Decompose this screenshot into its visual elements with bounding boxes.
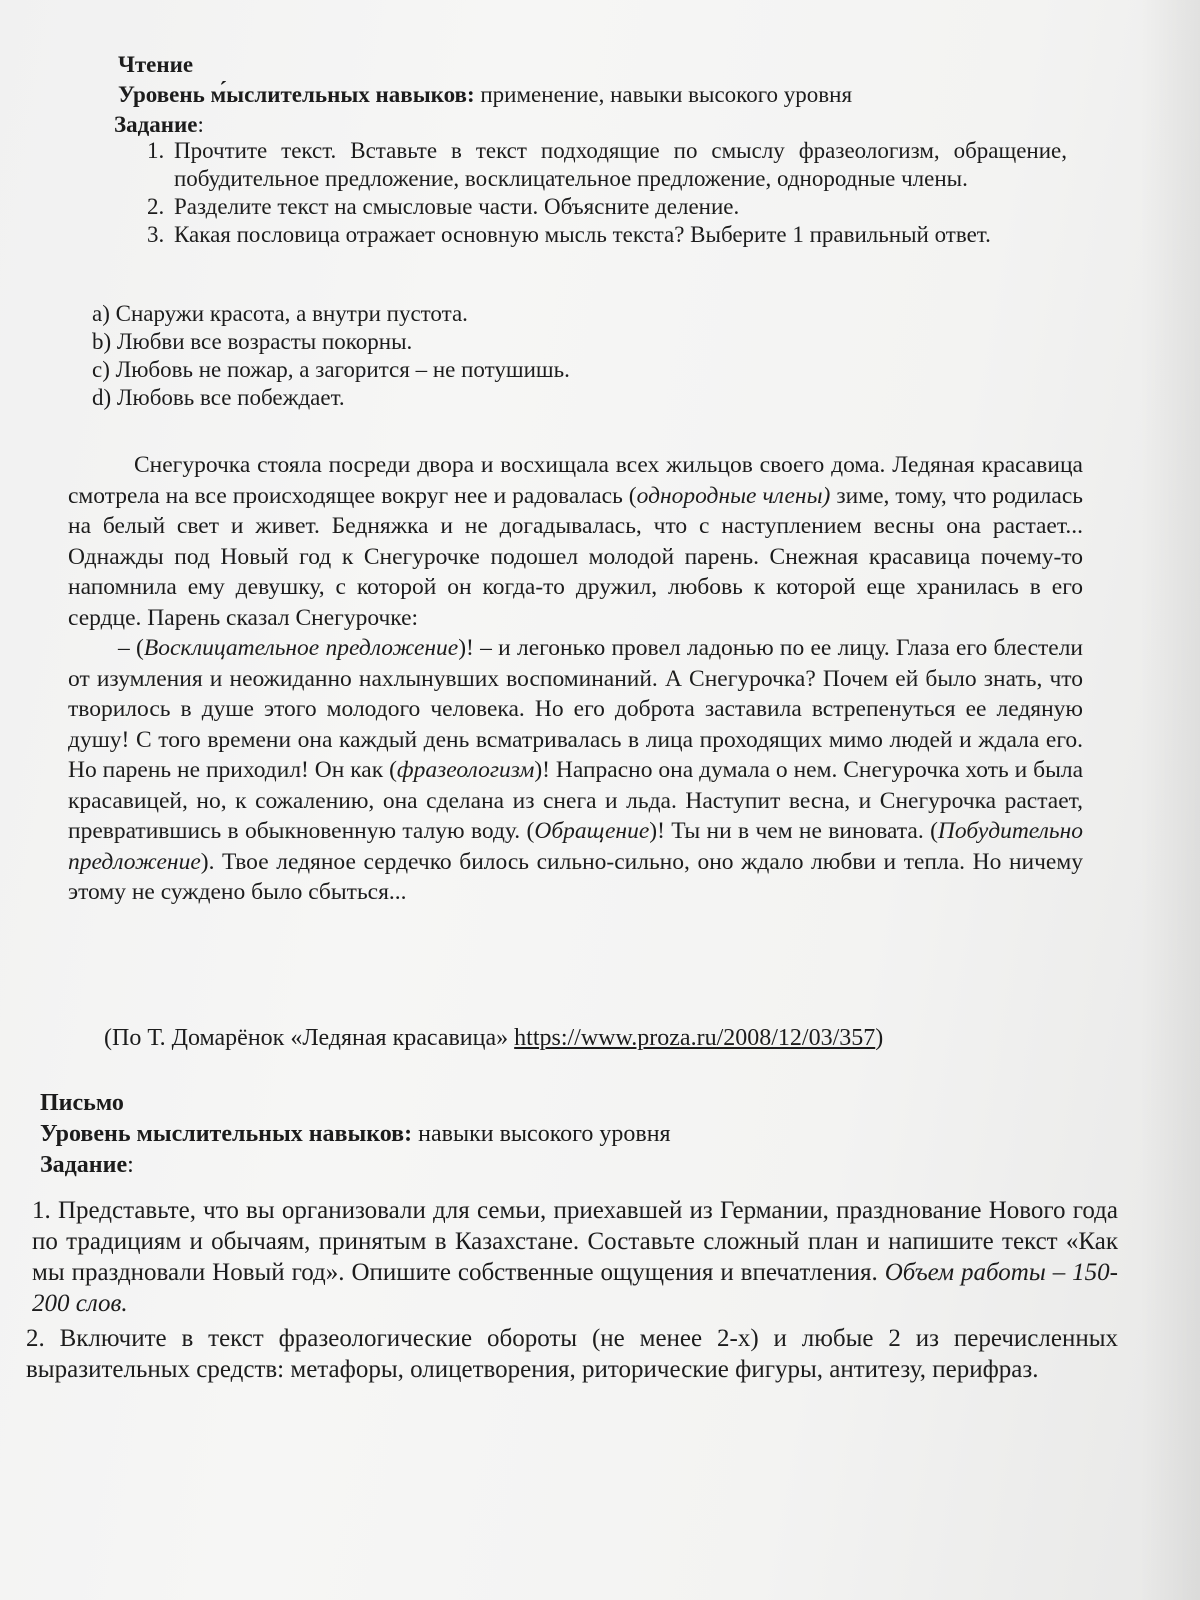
reading-task-2: 2. Разделите текст на смысловые части. Объясните деление. (170, 193, 1067, 221)
reading-title: Чтение (118, 52, 194, 77)
reading-task-3: 3. Какая пословица отражает основную мысль текста? Выберите 1 правильный ответ. (170, 221, 1067, 249)
page-shadow (1140, 0, 1200, 1600)
option-c: c) Любовь не пожар, а загорится – не потушишь. (92, 357, 570, 382)
story-p2-part-a: – ( (118, 635, 144, 661)
reading-task-1: 1. Прочтите текст. Вставьте в текст подходящие по смыслу фразеологизм, обращение, побудительное предложение, восклицательное предложение, однородные члены. (170, 137, 1067, 193)
story-paragraph-2 (68, 633, 1083, 908)
writing-level-label: Уровень мыслительных навыков: (40, 1121, 413, 1147)
reading-task-label-row (114, 110, 1078, 140)
writing-task-1-volume: Объем работы – 150-200 слов. (32, 1259, 1118, 1317)
story-p2-part-e: ). Твое ледяное сердечко билось сильно-сильно, оно ждало любви и тепла. Но ничему этому не суждено было сбыться... (68, 848, 1083, 905)
writing-header (40, 1088, 1040, 1181)
writing-title: Письмо (40, 1090, 124, 1116)
writing-task-label-row (40, 1150, 1040, 1181)
reading-level (118, 80, 1078, 110)
story-paragraph-1 (68, 450, 1083, 633)
reading-header (114, 50, 1078, 140)
story-p1-part-a: Снегурочка стояла посреди двора и восхищала всех жильцов своего дома. Ледяная красавица смотрела на все происходящее вокруг нее и радовалась ( (68, 452, 1083, 509)
writing-task-1-text: 1. Представьте, что вы организовали для семьи, приехавшей из Германии, празднование Нового года по традициям и обычаям, принятым в Казахстане. Составьте сложный план и напишите текст «Как мы праздновали Новый год». Опишите собственные ощущения и впечатления. (32, 1197, 1118, 1286)
placeholder-homogeneous: однородные члены) (636, 482, 831, 509)
writing-task-2: 2. Включите в текст фразеологические обороты (не менее 2-х) и любые 2 из перечисленных выразительных средств: метафоры, олицетворения, риторические фигуры, антитезу, перифраз. (26, 1325, 1118, 1383)
writing-task-1 (26, 1195, 1118, 1319)
placeholder-phraseologism: фразеологизм (396, 757, 535, 783)
reading-task-colon: : (197, 112, 204, 137)
option-a: a) Снаружи красота, а внутри пустота. (92, 301, 468, 326)
writing-task-colon: : (127, 1152, 134, 1178)
story-p2-part-c: )! Напрасно она думала о нем. Снегурочка хоть и была красавицей, но, к сожалению, она сделана из снега и льда. Наступит весна, и Снегурочка растает, превратившись в обыкновенную талую воду. ( (68, 757, 1084, 844)
story-text (68, 450, 1083, 908)
writing-task-list (26, 1195, 1118, 1385)
writing-level (40, 1119, 1040, 1150)
placeholder-address: Обращение (534, 818, 650, 844)
writing-task-label: Задание (40, 1152, 128, 1178)
reading-task-list (142, 137, 1067, 249)
placeholder-exclamatory: Восклицательное предложение (143, 635, 459, 661)
source-suffix: ) (875, 1025, 884, 1051)
answer-options (92, 300, 792, 412)
story-source (104, 1023, 1104, 1053)
writing-level-value: навыки высокого уровня (418, 1121, 671, 1147)
reading-task-label: Задание (114, 112, 198, 137)
placeholder-imperative: Побудительно предложение (68, 818, 1083, 875)
reading-level-label: Уровень м́ыслительных навыков: (118, 82, 475, 107)
story-p1-part-b: зиме, тому, что родилась на белый свет и живет. Бедняжка и не догадывалась, что с наступлением весны она растает... Однажды под Новый год к Снегурочке подошел молодой парень. Снежная красавица почему-то напомнила ему девушку, с которой он когда-то дружил, любовь к которой еще хранилась в его сердце. Парень сказал Снегурочке: (68, 482, 1083, 631)
source-link[interactable]: https://www.proza.ru/2008/12/03/357 (514, 1025, 876, 1051)
option-d: d) Любовь все побеждает. (92, 385, 345, 410)
story-p2-part-d: )! Ты ни в чем не виновата. ( (649, 818, 938, 844)
story-p2-part-b: )! – и легонько провел ладонью по ее лицу. Глаза его блестели от изумления и неожиданно нахлынувших воспоминаний. А Снегурочка? Почем ей было знать, что творилось в душе этого молодого человека. Но его доброта заставила встрепенуться ее ледяную душу! С того времени она каждый день всматривалась в лица проходящих мимо людей и ждала его. Но парень не приходил! Он как ( (68, 635, 1083, 783)
reading-level-value: применение, навыки высокого уровня (480, 82, 853, 107)
source-prefix: (По Т. Домарёнок «Ледяная красавица» (104, 1025, 515, 1051)
option-b: b) Любви все возрасты покорны. (92, 329, 413, 354)
